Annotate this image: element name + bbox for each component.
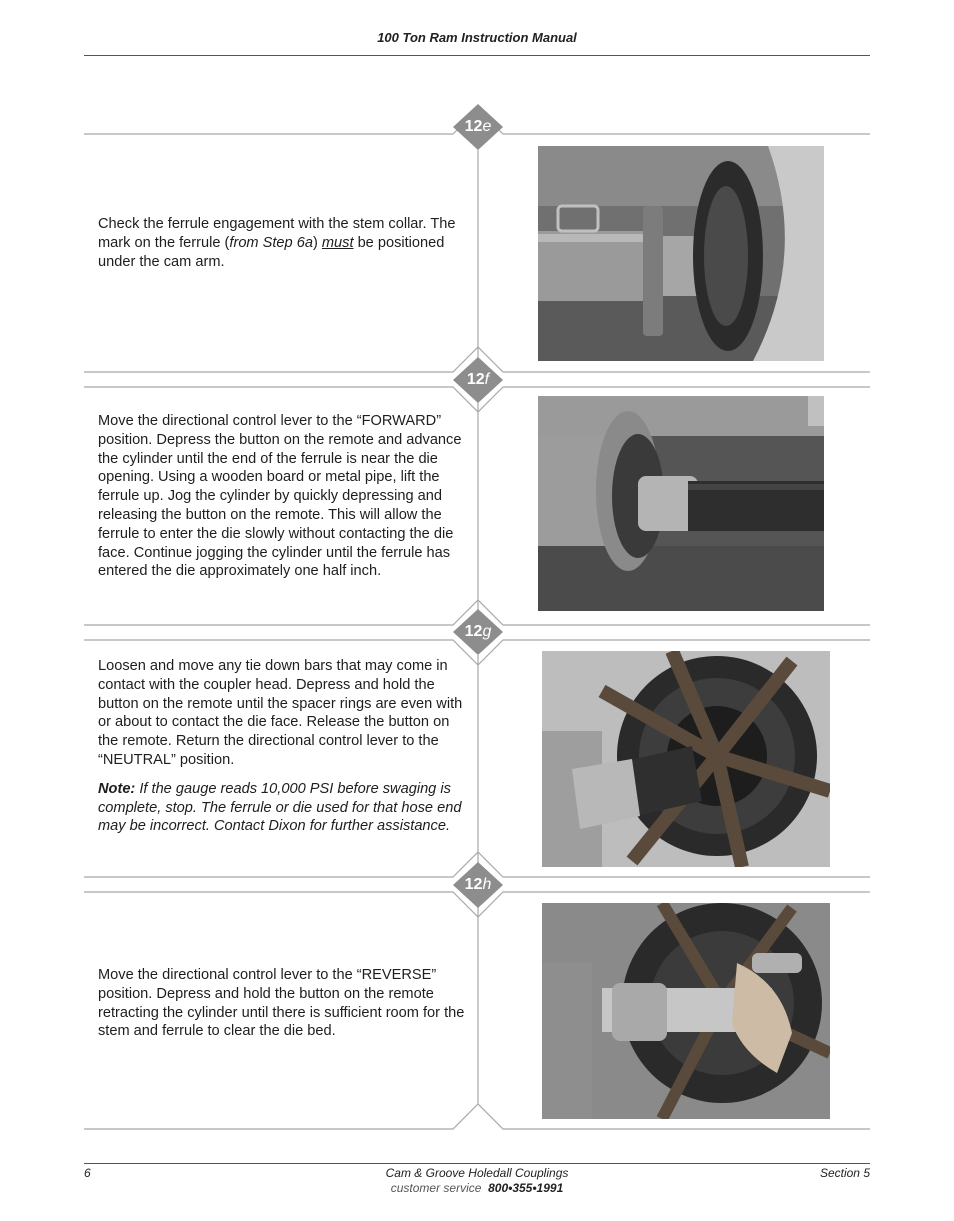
step-12h-photo — [542, 903, 830, 1119]
note-text: If the gauge reads 10,000 PSI before swaging is complete, stop. The ferrule or die used for that hose end may be incorrect. Contact Dixon for further assistance. — [98, 780, 462, 835]
note-paragraph — [98, 780, 466, 836]
phone-number: 800•355•1991 — [488, 1181, 564, 1195]
step-12e-photo — [538, 146, 824, 361]
step-badge-12f: 12f — [466, 371, 490, 388]
step-12f-photo — [538, 396, 824, 611]
step-12f-text: Move the directional control lever to the “FORWARD” position. Depress the button on the remote and advance the cylinder until the end of the ferrule is near the die opening. Using a wooden board or metal pipe, lift the ferrule up. Jog the cylinder by quickly depressing and releasing the button on the remote. This will allow the ferrule to enter the die slowly without contacting the die face. Continue jogging the cylinder until the ferrule has entered the die approximately one half inch. — [98, 413, 462, 580]
step-badge-12g: 12g — [464, 623, 492, 640]
step-badge-12h: 12h — [464, 876, 492, 893]
note-label: Note: — [98, 780, 136, 797]
step-12e-text: Check the ferrule engagement with the stem collar. The mark on the ferrule (from Step 6a) must be positioned under the cam arm. — [98, 216, 456, 270]
footer-rule — [84, 1163, 870, 1164]
footer-contact-line — [0, 1181, 954, 1196]
customer-service-label: customer service — [390, 1181, 482, 1195]
manual-title: 100 Ton Ram Instruction Manual — [377, 30, 577, 45]
page-number: 6 — [84, 1166, 91, 1180]
footer-center — [0, 1166, 954, 1196]
step-12g-photo — [542, 651, 830, 867]
step-badge-12e: 12e — [464, 118, 492, 135]
section-label: Section 5 — [819, 1166, 870, 1180]
step-12g-text: Loosen and move any tie down bars that may come in contact with the coupler head. Depress and hold the button on the remote until the spacer rings are even with or about to contact the die face. Release the button on the remote. Return the directional control lever to the “NEUTRAL” position. Note: If the gauge reads 10,000 PSI before swaging is complete, stop. The ferrule or die used for that hose end may be incorrect. Contact Dixon for further assistance. — [98, 657, 466, 846]
footer-product-line: Cam & Groove Holedall Couplings — [385, 1166, 569, 1180]
step-12h-text: Move the directional control lever to the “REVERSE” position. Depress and hold the button on the remote retracting the cylinder until there is sufficient room for the stem and ferrule to clear the die bed. — [98, 967, 465, 1040]
